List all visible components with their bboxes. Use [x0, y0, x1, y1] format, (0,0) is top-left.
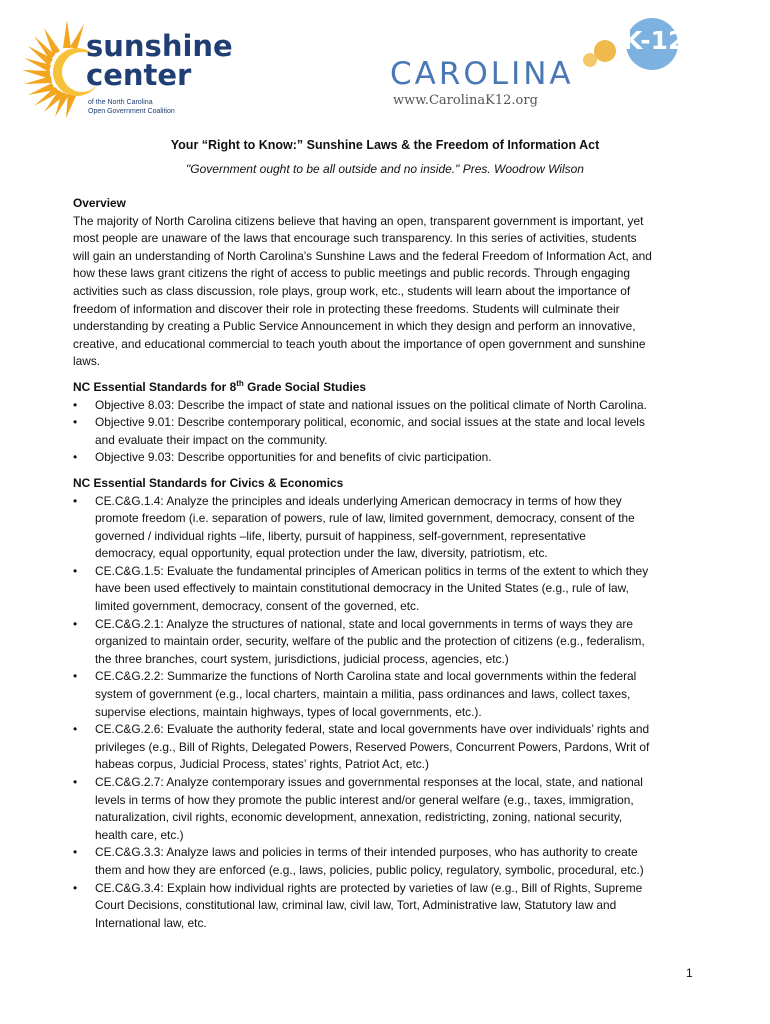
overview-line: activities such as class discussion, role plays, group work, etc., students will learn about the importance of: [73, 283, 631, 298]
overview-line: The majority of North Carolina citizens believe that having an open, transparent government is important, yet: [73, 213, 644, 228]
overview-line: understanding by creating a Public Service Announcement in which they design and perform an innovative,: [73, 319, 636, 334]
bullet-icon: •: [73, 563, 78, 578]
overview-paragraph: [73, 213, 693, 371]
list-item-line: CE.C&G.2.6: Evaluate the authority federal, state and local governments have over individuals’ rights and: [95, 722, 650, 737]
sunshine-center-wordmark: [86, 29, 233, 92]
bullet-icon: •: [73, 493, 78, 508]
bullet-icon: •: [73, 397, 78, 412]
list-item-line: limited government, democracy, consent of the governed, etc.: [95, 599, 420, 614]
list-item: [73, 563, 693, 616]
list-item: [73, 493, 693, 563]
sunshine-sub-line1: of the North Carolina: [88, 99, 153, 106]
list-item-line: supervise elections, maintain highways, types of local governments, etc.).: [95, 704, 482, 719]
wilson-quote: "Government ought to be all outside and no inside." Pres. Woodrow Wilson: [186, 162, 584, 176]
list-item-line: have been used effectively to maintain constitutional democracy in the United States (e.g., rule of law,: [95, 581, 629, 596]
list-item: [73, 397, 693, 415]
list-item-line: CE.C&G.2.7: Analyze contemporary issues and governmental responses at the local, state, and national: [95, 775, 643, 789]
list-item-line: CE.C&G.1.5: Evaluate the fundamental principles of American politics in terms of the extent to which they: [95, 563, 649, 578]
sunshine-sub-line2: Open Government Coalition: [88, 108, 175, 115]
list-item-line: them and how they are enforced (e.g., laws, policies, public policy, regulatory, symbolic, procedural, etc.): [95, 862, 644, 877]
sunshine-title-line2: center: [86, 58, 192, 92]
document-body: [73, 195, 693, 932]
list-item: [73, 844, 693, 879]
list-item-line: Objective 9.03: Describe opportunities for and benefits of civic participation.: [95, 450, 492, 465]
bullet-icon: •: [73, 722, 78, 737]
list-item-line: democracy, equal opportunity, equal protection under the law, diversity, patriotism, etc.: [95, 546, 548, 561]
overview-heading: Overview: [73, 196, 126, 210]
list-item-line: governed / individual rights –life, liberty, pursuit of happiness, self-government, representative: [95, 528, 586, 543]
list-item-line: levels in terms of how they promote the public interest and/or general welfare (e.g., taxes, immigration,: [95, 792, 634, 807]
list-item-line: Objective 9.01: Describe contemporary political, economic, and social issues at the state and local levels: [95, 415, 645, 430]
overview-line: laws.: [73, 354, 101, 369]
k12-badge: K-12: [623, 26, 686, 55]
page-number: 1: [686, 966, 693, 980]
bullet-icon: •: [73, 450, 78, 465]
list-item-line: Court Decisions, constitutional law, criminal law, civil law, Tort, Administrative law, Statutory law and: [95, 898, 617, 913]
list-item: [73, 449, 693, 467]
list-item-line: promote freedom (i.e. separation of powers, rule of law, limited government, democracy, consent of the: [95, 511, 635, 526]
bullet-icon: •: [73, 845, 78, 860]
list-item-line: naturalization, civil rights, economic development, annexation, redistricting, zoning, national security,: [95, 810, 623, 825]
list-item-line: CE.C&G.3.4: Explain how individual rights are protected by varieties of law (e.g., Bill of Rights, Supreme: [95, 880, 643, 895]
list-item: [73, 721, 693, 774]
overview-line: will gain an understanding of North Carolina’s Sunshine Laws and the federal Freedom of Information Act, and: [73, 248, 652, 263]
list-item: [73, 616, 693, 669]
sunshine-center-logo: [22, 18, 232, 128]
bullet-icon: •: [73, 669, 78, 684]
bullet-icon: •: [73, 616, 78, 631]
list-item: [73, 774, 693, 844]
carolina-wordmark: CAROLINA: [390, 56, 574, 92]
standards-civics-heading: NC Essential Standards for Civics & Economics: [73, 475, 344, 490]
list-item: [73, 880, 693, 933]
bullet-icon: •: [73, 775, 78, 789]
overview-line: most people are unaware of the laws that encourage such transparency. In this series of activities, students: [73, 231, 637, 246]
overview-line: freedom of information and discover their role in protecting these freedoms. Students will culminate their: [73, 301, 620, 316]
list-item-line: privileges (e.g., Bill of Rights, Delegated Powers, Reserved Powers, Concurrent Powers, Pardons, Writ of: [95, 739, 650, 754]
sunshine-subtitle: [88, 98, 175, 116]
bullet-icon: •: [73, 880, 78, 895]
carolina-k12-logo: [385, 18, 705, 118]
standards-8th-heading: NC Essential Standards for 8th Grade Social Studies: [73, 378, 367, 394]
list-item-line: system of government (e.g., local charters, maintain a militia, pass ordinances and laws, collect taxes,: [95, 687, 631, 702]
list-item-line: CE.C&G.2.2: Summarize the functions of North Carolina state and local governments within the federal: [95, 669, 637, 684]
list-item-line: habeas corpus, Judicial Process, states’ rights, Patriot Act, etc.): [95, 757, 429, 772]
document-title: Your “Right to Know:” Sunshine Laws & the Freedom of Information Act: [170, 138, 600, 152]
sunshine-title-line1: sunshine: [86, 29, 233, 63]
list-item-line: the three branches, court system, jurisdictions, judicial process, agencies, etc.): [95, 651, 509, 666]
carolina-url: www.CarolinaK12.org: [393, 93, 538, 108]
list-item-line: CE.C&G.2.1: Analyze the structures of national, state and local governments in terms of ways they are: [95, 616, 633, 631]
list-item-line: CE.C&G.3.3: Analyze laws and policies in terms of their intended purposes, who has authority to create: [95, 845, 638, 860]
list-item: [73, 414, 693, 449]
list-item-line: CE.C&G.1.4: Analyze the principles and ideals underlying American democracy in terms of how they: [95, 493, 622, 508]
bullet-icon: •: [73, 415, 78, 430]
list-item-line: health care, etc.): [95, 827, 184, 842]
standards-8th-list: [73, 397, 693, 467]
list-item-line: International law, etc.: [95, 915, 207, 930]
list-item-line: Objective 8.03: Describe the impact of state and national issues on the political climate of North Carolina.: [95, 397, 647, 412]
list-item-line: and evaluate their impact on the community.: [95, 432, 328, 447]
overview-line: how these laws grant citizens the right of access to public meetings and public records. Through engaging: [73, 266, 630, 281]
overview-line: creative, and educational commercial to teach youth about the importance of open government and sunshine: [73, 336, 646, 351]
standards-civics-list: [73, 493, 693, 933]
list-item-line: organized to maintain order, security, welfare of the public and the protection of citizens (e.g., federalism,: [95, 634, 645, 649]
list-item: [73, 668, 693, 721]
